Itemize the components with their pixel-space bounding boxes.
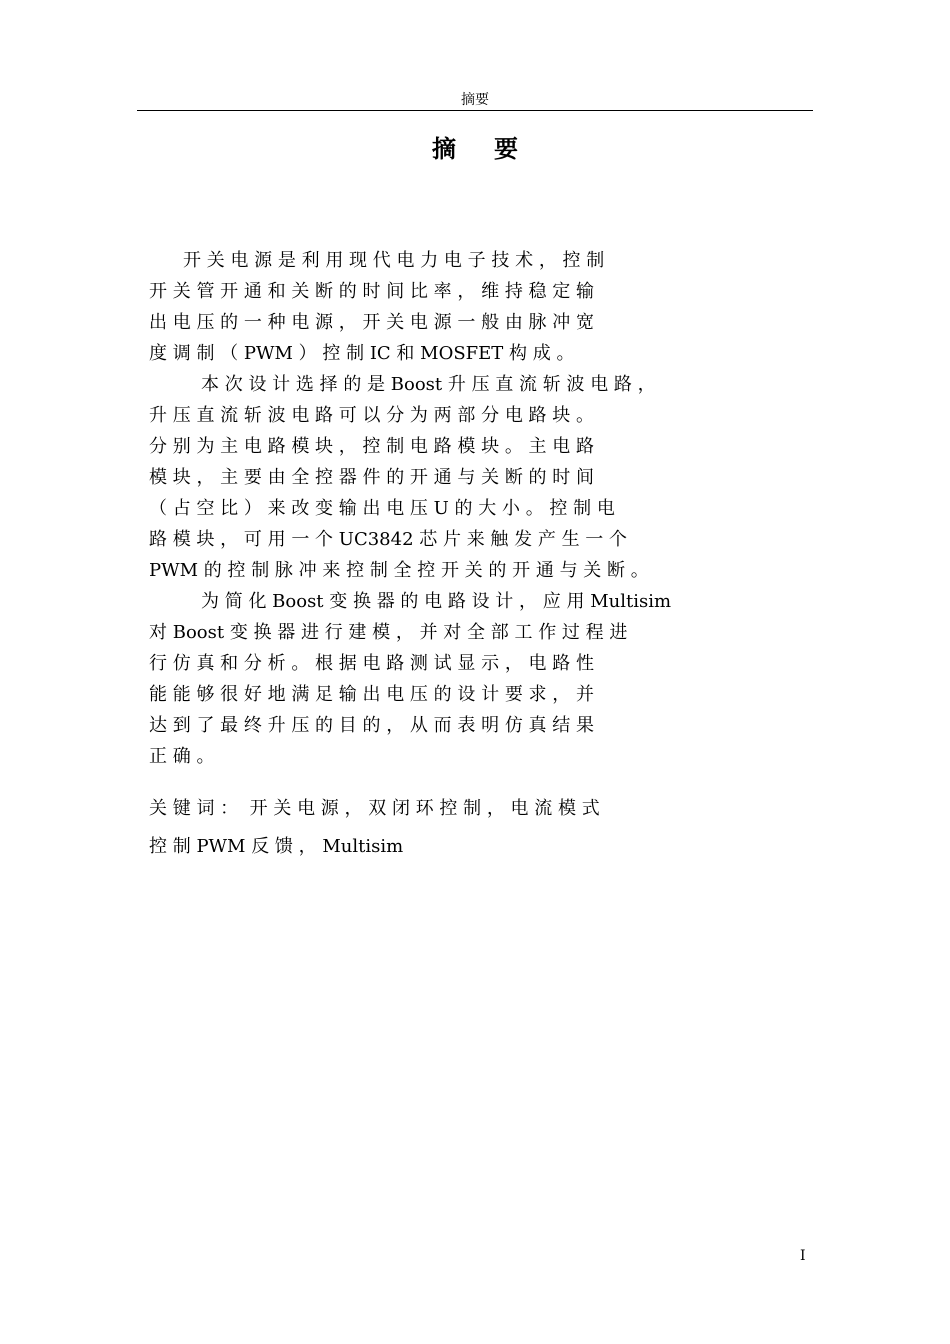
paragraph-1-line-2: 开 关 管 开 通 和 关 断 的 时 间 比 率 ， 维 持 稳 定 输 (149, 281, 594, 302)
paragraph-2-line-2: 升 压 直 流 斩 波 电 路 可 以 分 为 两 部 分 电 路 块 。 (149, 405, 594, 426)
header-divider (137, 110, 813, 111)
paragraph-3-line-4: 能 能 够 很 好 地 满 足 输 出 电 压 的 设 计 要 求 ， 并 (149, 684, 594, 705)
paragraph-3-line-6: 正 确 。 (149, 746, 215, 767)
paragraph-2-line-4: 模 块 ， 主 要 由 全 控 器 件 的 开 通 与 关 断 的 时 间 (149, 467, 594, 488)
keywords-text-1: 开 关 电 源 ， 双 闭 环 控 制 ， 电 流 模 式 (249, 798, 600, 819)
keywords-line-2: 控 制 PWM 反 馈 ， Multisim (149, 836, 404, 857)
paragraph-1-line-3: 出 电 压 的 一 种 电 源 ， 开 关 电 源 一 般 由 脉 冲 宽 (149, 312, 594, 333)
keywords-line-1 (149, 798, 600, 820)
paragraph-1-line-1: 开 关 电 源 是 利 用 现 代 电 力 电 子 技 术 ， 控 制 (183, 250, 605, 271)
paragraph-3-line-2: 对 Boost 变 换 器 进 行 建 模 ， 并 对 全 部 工 作 过 程 进 (149, 622, 628, 643)
paragraph-2-line-3: 分 别 为 主 电 路 模 块 ， 控 制 电 路 模 块 。 主 电 路 (149, 436, 594, 457)
paragraph-3-line-3: 行 仿 真 和 分 析 。 根 据 电 路 测 试 显 示 ， 电 路 性 (149, 653, 594, 674)
paragraph-2-line-7: PWM 的 控 制 脉 冲 来 控 制 全 控 开 关 的 开 通 与 关 断 。 (149, 560, 649, 581)
page-number: I (800, 1248, 806, 1264)
paragraph-3-line-1: 为 简 化 Boost 变 换 器 的 电 路 设 计 ， 应 用 Multisim (201, 591, 672, 612)
page-title: 摘要 (432, 135, 556, 163)
paragraph-2-line-1: 本 次 设 计 选 择 的 是 Boost 升 压 直 流 斩 波 电 路 ， (201, 374, 656, 395)
paragraph-3-line-5: 达 到 了 最 终 升 压 的 目 的 ， 从 而 表 明 仿 真 结 果 (149, 715, 594, 736)
paragraph-2-line-6: 路 模 块 ， 可 用 一 个 UC3842 芯 片 来 触 发 产 生 一 个 (149, 529, 628, 550)
paragraph-1-line-4: 度 调 制 （ PWM ） 控 制 IC 和 MOSFET 构 成 。 (149, 343, 575, 364)
running-header-title: 摘要 (461, 92, 489, 108)
keywords-label: 关 键 词 ： (149, 798, 239, 819)
paragraph-2-line-5: （ 占 空 比 ） 来 改 变 输 出 电 压 U 的 大 小 。 控 制 电 (149, 498, 615, 519)
